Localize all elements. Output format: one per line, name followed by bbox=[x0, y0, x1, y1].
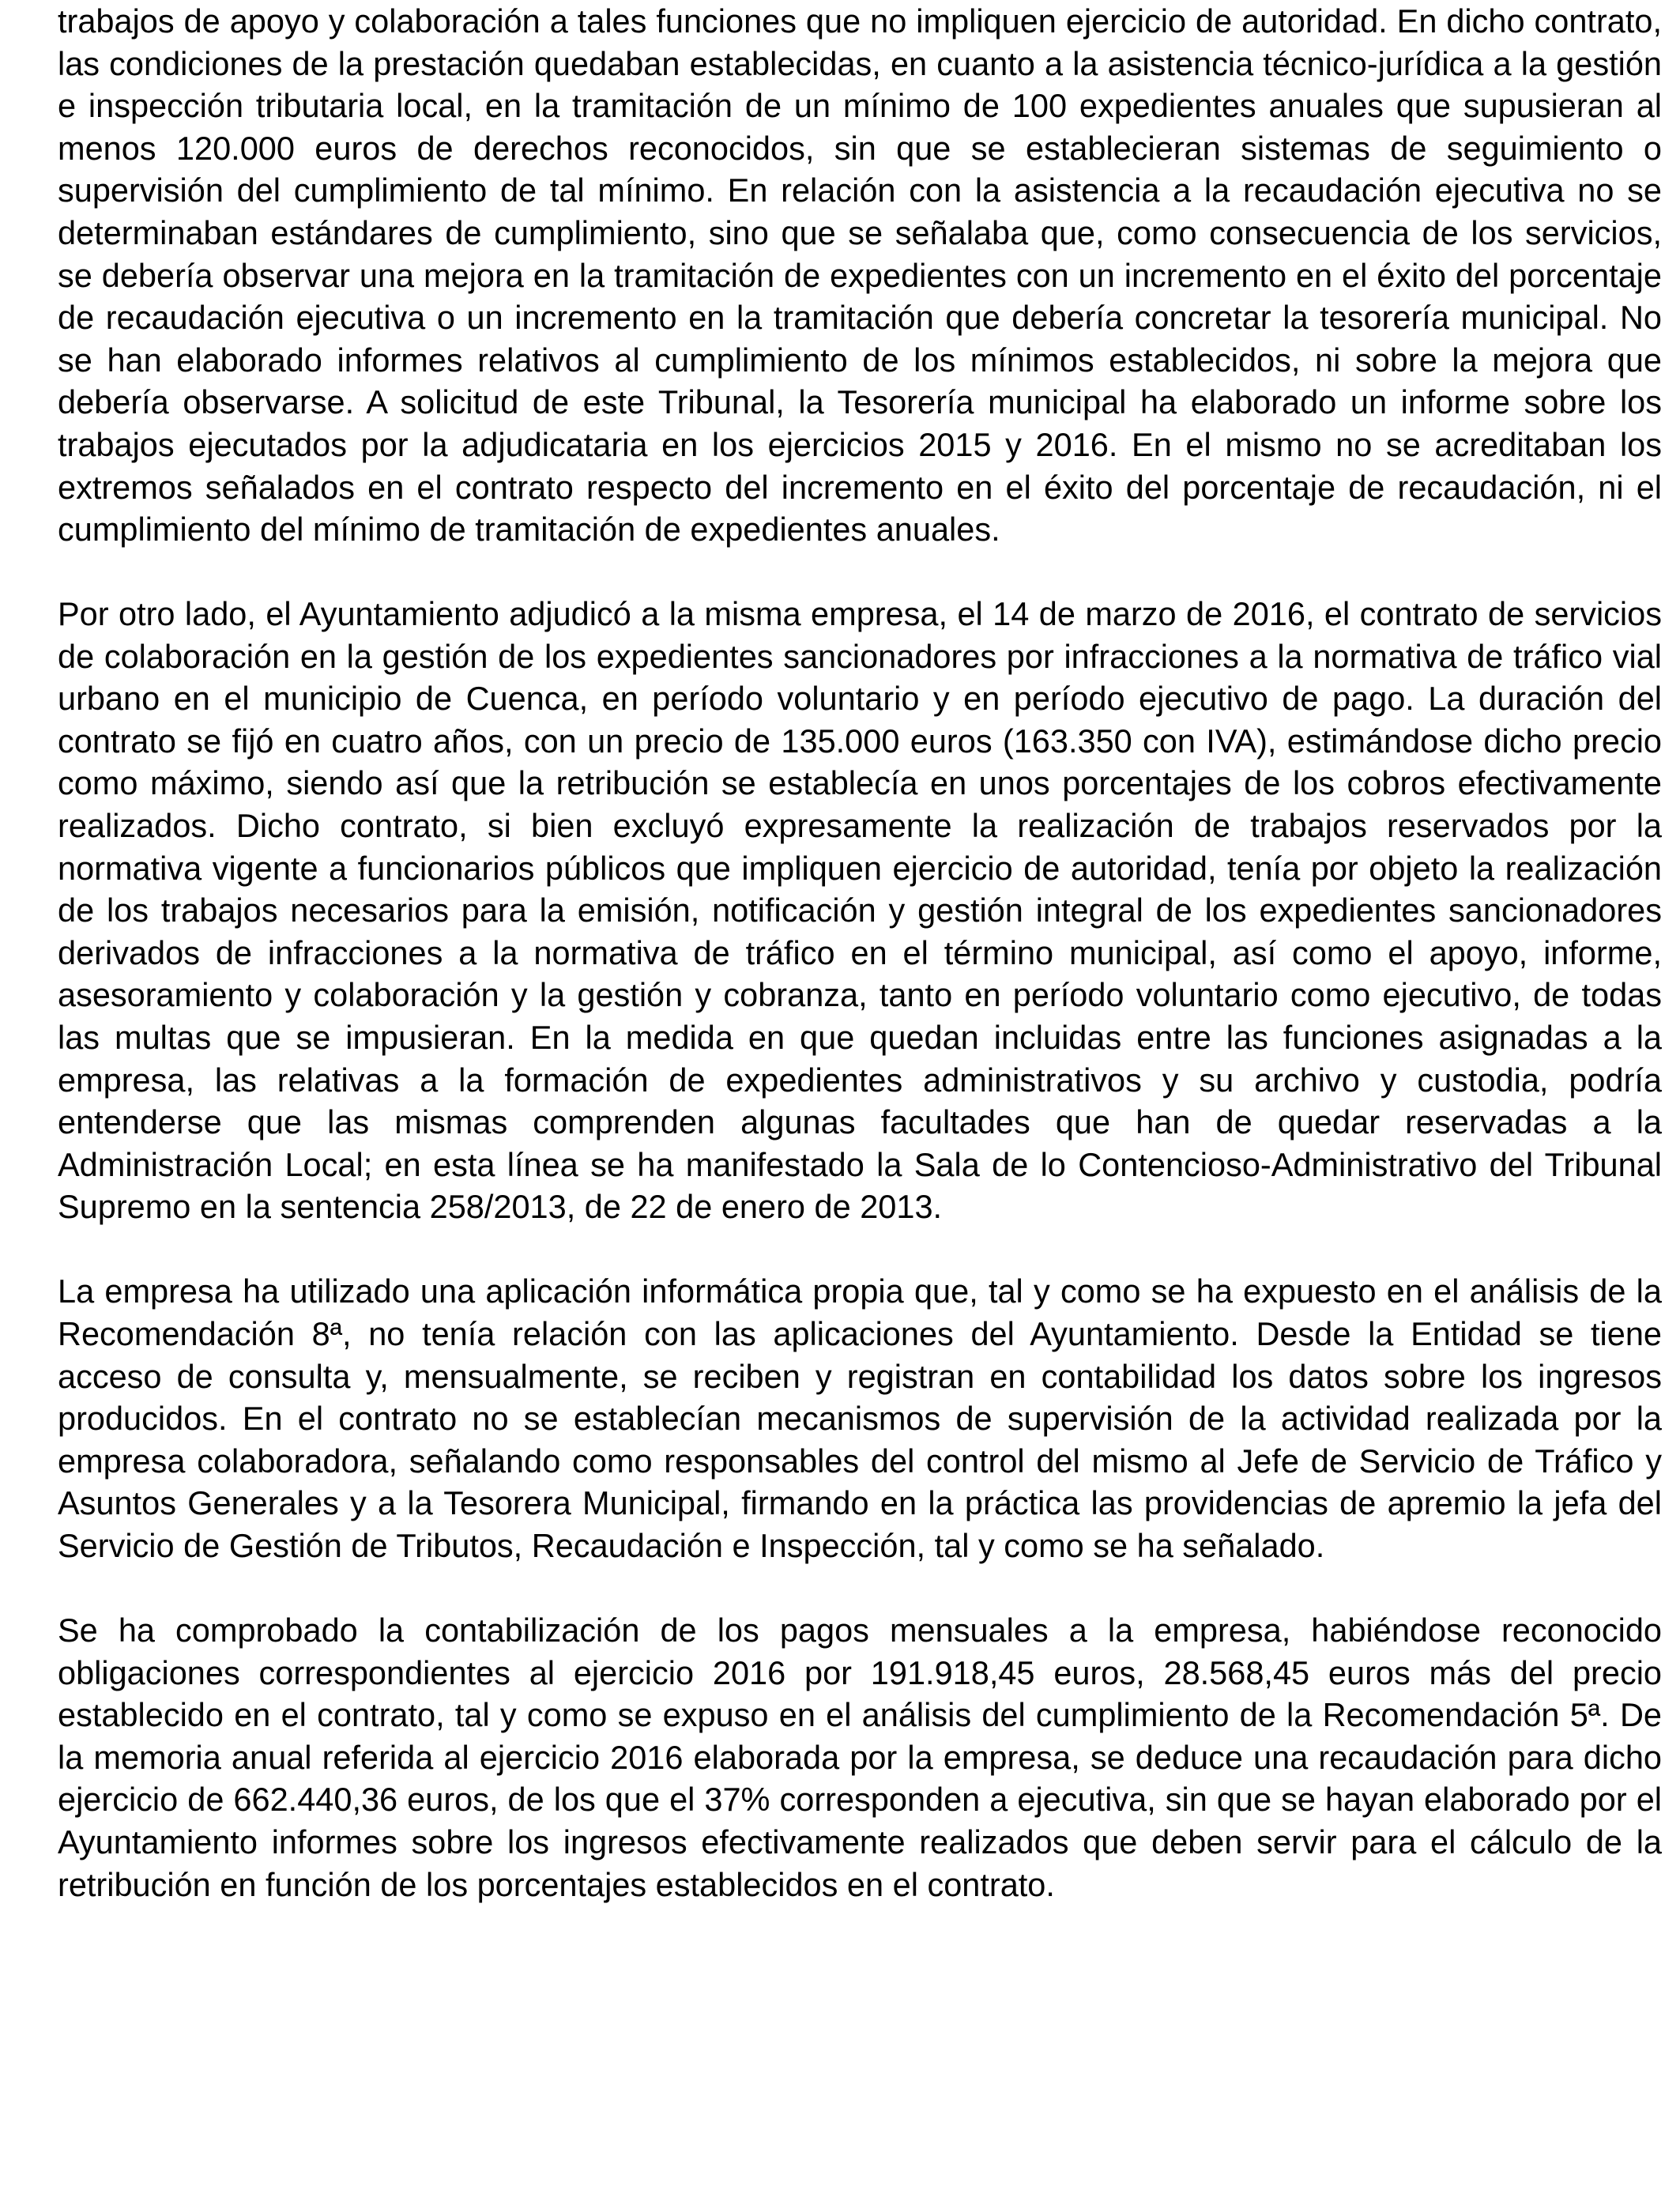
paragraph-2: Por otro lado, el Ayuntamiento adjudicó a la misma empresa, el 14 de marzo de 2016, el contrato de servicios de colaboración en la gestión de los expedientes sancionadores por infracciones a la normativa de tráfico vial urbano en el municipio de Cuenca, en período voluntario y en período ejecutivo de pago. La duración del contrato se fijó en cuatro años, con un precio de 135.000 euros (163.350 con IVA), estimándose dicho precio como máximo, siendo así que la retribución se establecía en unos porcentajes de los cobros efectivamente realizados. Dicho contrato, si bien excluyó expresamente la realización de trabajos reservados por la normativa vigente a funcionarios públicos que impliquen ejercicio de autoridad, tenía por objeto la realización de los trabajos necesarios para la emisión, notificación y gestión integral de los expedientes sancionadores derivados de infracciones a la normativa de tráfico en el término municipal, así como el apoyo, informe, asesoramiento y colaboración y la gestión y cobranza, tanto en período voluntario como ejecutivo, de todas las multas que se impusieran. En la medida en que quedan incluidas entre las funciones asignadas a la empresa, las relativas a la formación de expedientes administrativos y su archivo y custodia, podría entenderse que las mismas comprenden algunas facultades que han de quedar reservadas a la Administración Local; en esta línea se ha manifestado la Sala de lo Contencioso-Administrativo del Tribunal Supremo en la sentencia 258/2013, de 22 de enero de 2013. bbox=[58, 595, 1662, 1226]
document-body bbox=[58, 0, 1662, 1906]
paragraph-3: La empresa ha utilizado una aplicación informática propia que, tal y como se ha expuesto en el análisis de la Recomendación 8ª, no tenía relación con las aplicaciones del Ayuntamiento. Desde la Entidad se tiene acceso de consulta y, mensualmente, se reciben y registran en contabilidad los datos sobre los ingresos producidos. En el contrato no se establecían mecanismos de supervisión de la actividad realizada por la empresa colaboradora, señalando como responsables del control del mismo al Jefe de Servicio de Tráfico y Asuntos Generales y a la Tesorera Municipal, firmando en la práctica las providencias de apremio la jefa del Servicio de Gestión de Tributos, Recaudación e Inspección, tal y como se ha señalado. bbox=[58, 1272, 1662, 1564]
paragraph-4: Se ha comprobado la contabilización de los pagos mensuales a la empresa, habiéndose reconocido obligaciones correspondientes al ejercicio 2016 por 191.918,45 euros, 28.568,45 euros más del precio establecido en el contrato, tal y como se expuso en el análisis del cumplimiento de la Recomendación 5ª. De la memoria anual referida al ejercicio 2016 elaborada por la empresa, se deduce una recaudación para dicho ejercicio de 662.440,36 euros, de los que el 37% corresponden a ejecutiva, sin que se hayan elaborado por el Ayuntamiento informes sobre los ingresos efectivamente realizados que deben servir para el cálculo de la retribución en función de los porcentajes establecidos en el contrato. bbox=[58, 1611, 1662, 1903]
paragraph-1: trabajos de apoyo y colaboración a tales funciones que no impliquen ejercicio de autoridad. En dicho contrato, las condiciones de la prestación quedaban establecidas, en cuanto a la asistencia técnico-jurídica a la gestión e inspección tributaria local, en la tramitación de un mínimo de 100 expedientes anuales que supusieran al menos 120.000 euros de derechos reconocidos, sin que se establecieran sistemas de seguimiento o supervisión del cumplimiento de tal mínimo. En relación con la asistencia a la recaudación ejecutiva no se determinaban estándares de cumplimiento, sino que se señalaba que, como consecuencia de los servicios, se debería observar una mejora en la tramitación de expedientes con un incremento en el éxito del porcentaje de recaudación ejecutiva o un incremento en la tramitación que debería concretar la tesorería municipal. No se han elaborado informes relativos al cumplimiento de los mínimos establecidos, ni sobre la mejora que debería observarse. A solicitud de este Tribunal, la Tesorería municipal ha elaborado un informe sobre los trabajos ejecutados por la adjudicataria en los ejercicios 2015 y 2016. En el mismo no se acreditaban los extremos señalados en el contrato respecto del incremento en el éxito del porcentaje de recaudación, ni el cumplimiento del mínimo de tramitación de expedientes anuales. bbox=[58, 2, 1662, 548]
